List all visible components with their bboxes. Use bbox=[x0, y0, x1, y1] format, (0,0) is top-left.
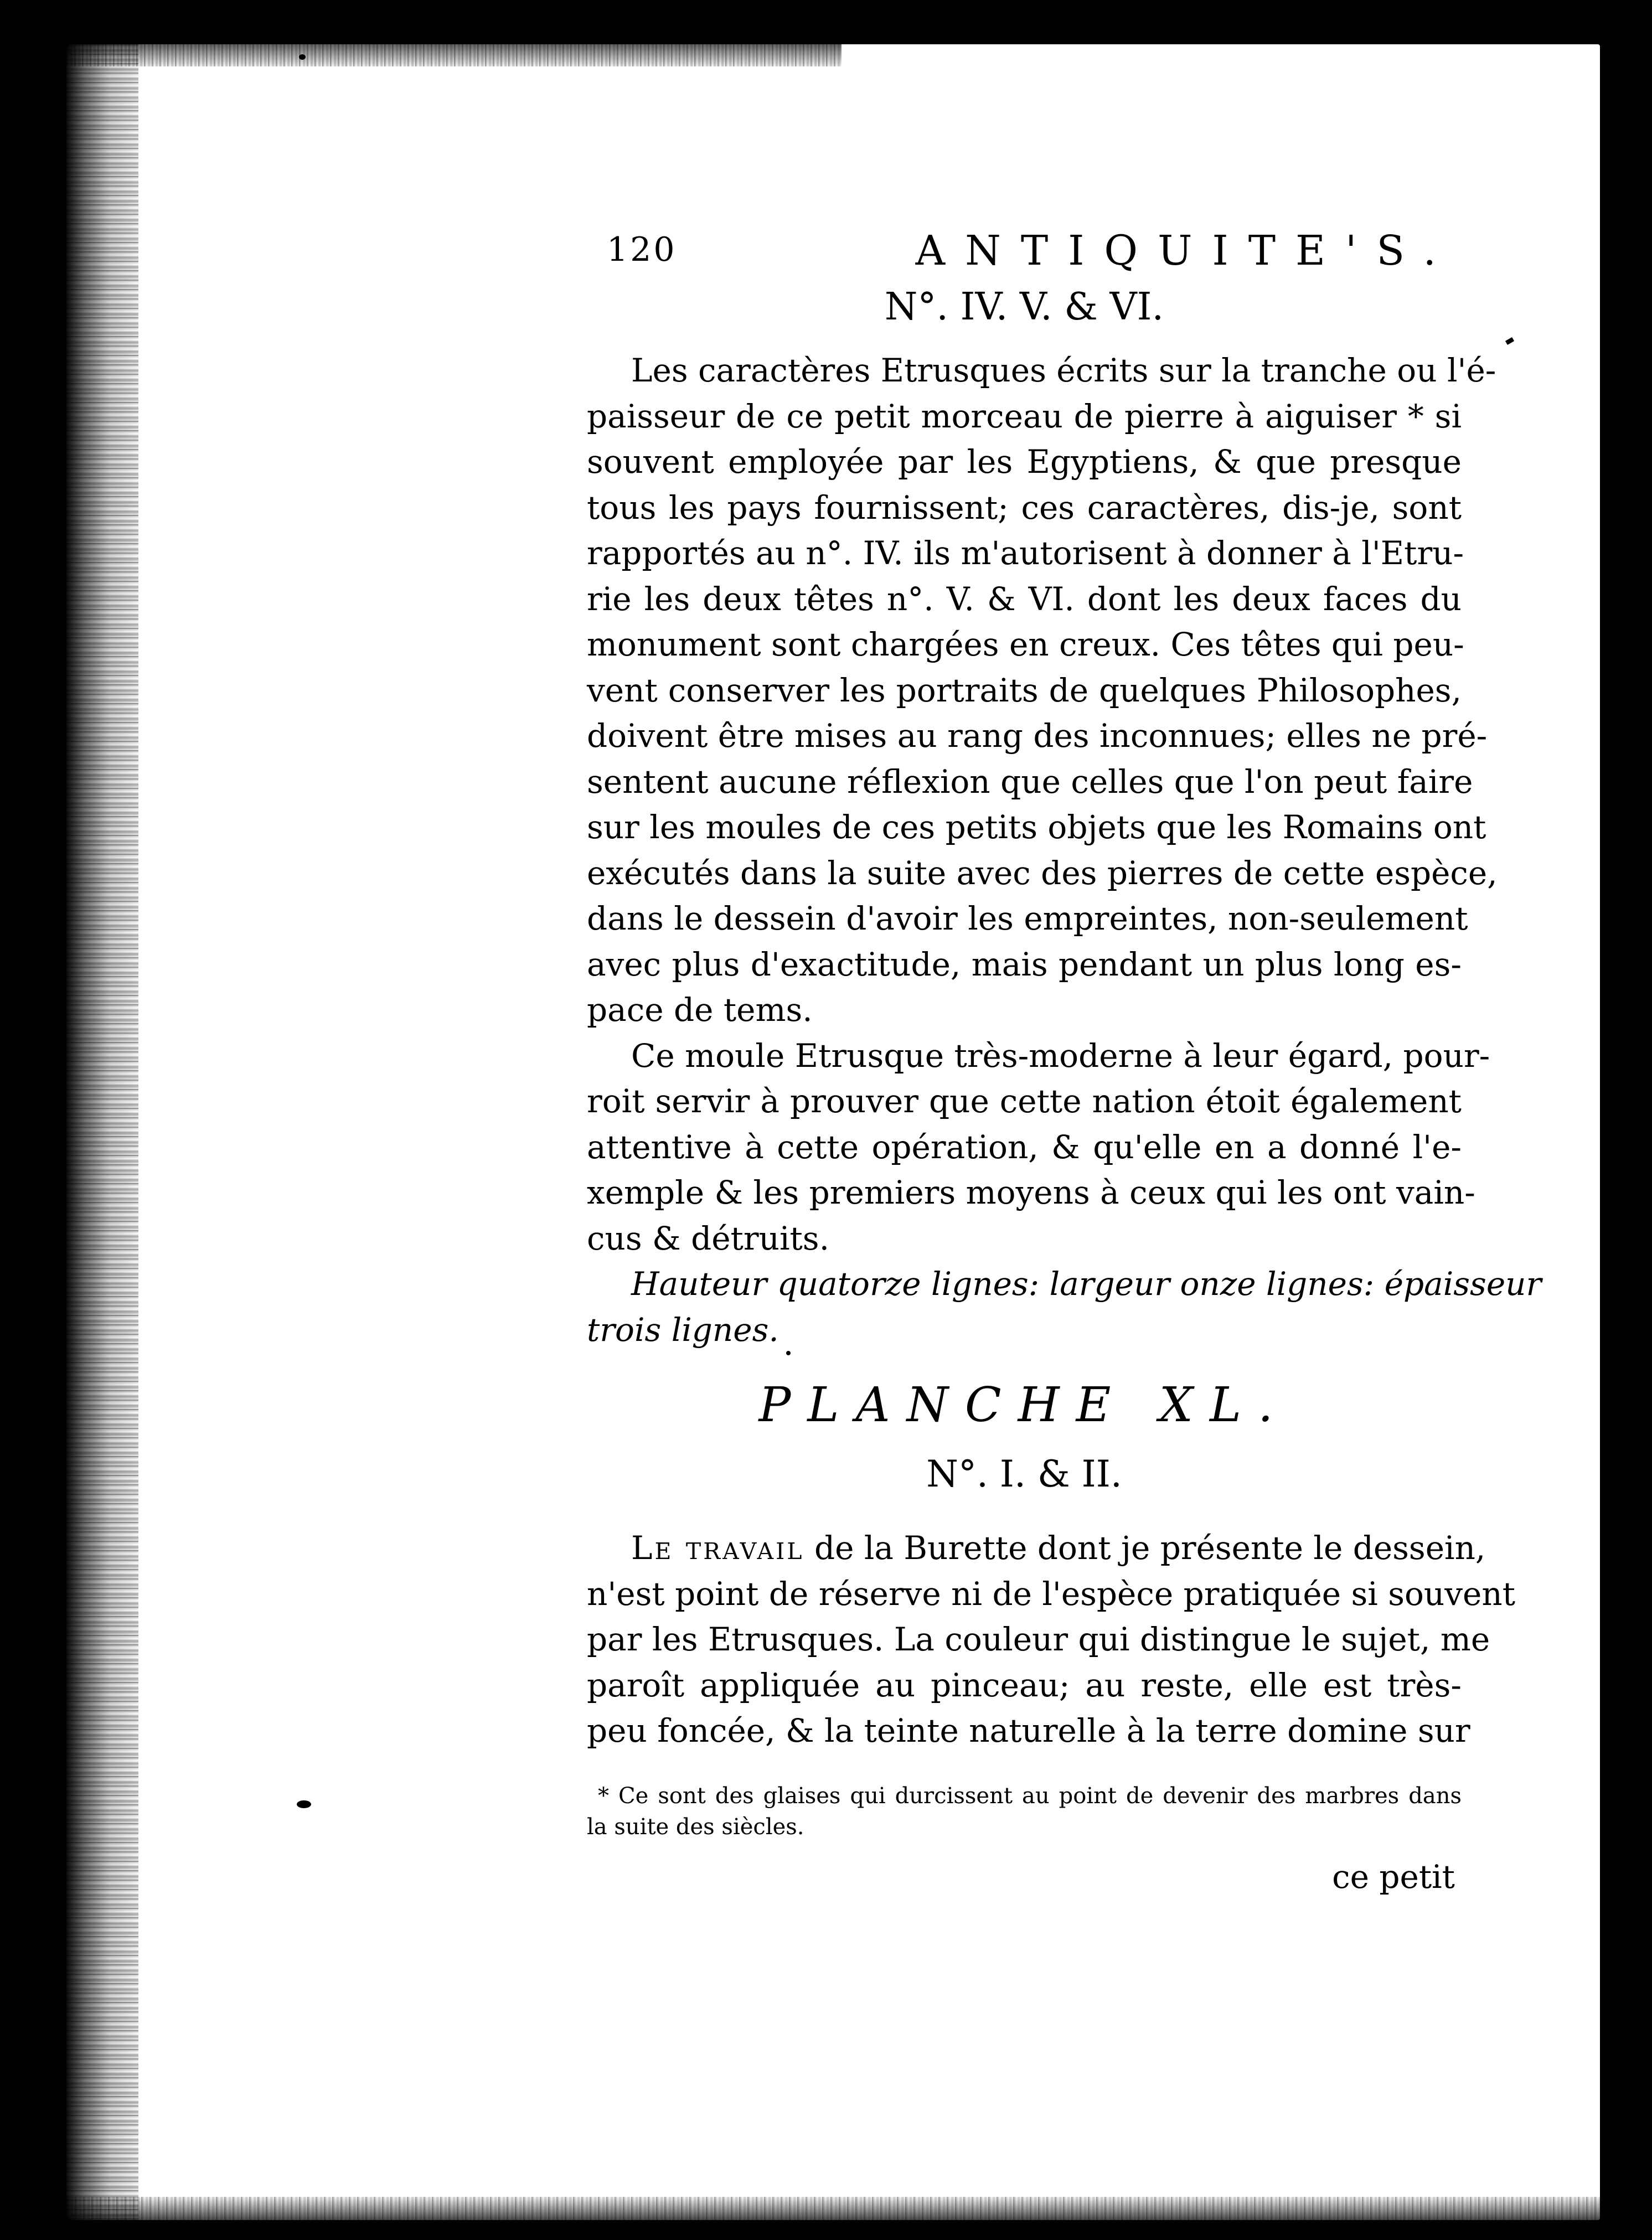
text-line: rapportés au n°. IV. ils m'autorisent à donner à l'Etru- bbox=[587, 534, 1464, 572]
text-line: paroît appliquée au pinceau; au reste, elle est très- bbox=[587, 1666, 1462, 1704]
page-text bbox=[587, 221, 1542, 1896]
text-line: n'est point de réserve ni de l'espèce pratiquée si souvent bbox=[587, 1575, 1516, 1613]
scan-edge-left bbox=[66, 44, 138, 2220]
running-title: ANTIQUITE'S. bbox=[915, 227, 1456, 275]
plate-subheading: N°. I. & II. bbox=[926, 1453, 1122, 1495]
text-line: sentent aucune réflexion que celles que l'on peut faire bbox=[587, 762, 1473, 801]
footnote-line: * Ce sont des glaises qui durcissent au point de devenir des marbres dans bbox=[598, 1783, 1462, 1809]
dimensions-note bbox=[587, 1261, 1542, 1353]
text-line: doivent être mises au rang des inconnues; elles ne pré- bbox=[587, 717, 1488, 755]
paragraph-1 bbox=[587, 348, 1498, 1033]
footnote bbox=[587, 1780, 1462, 1842]
text-line: cus & détruits. bbox=[587, 1219, 830, 1257]
text-line: Hauteur quatorze lignes: largeur onze lignes: épaisseur bbox=[631, 1265, 1542, 1303]
lead-words: Le travail bbox=[631, 1529, 804, 1567]
text-line: souvent employée par les Egyptiens, & que presque bbox=[587, 443, 1462, 481]
scan-edge-top bbox=[66, 44, 842, 66]
catchword: ce petit bbox=[1332, 1857, 1455, 1896]
text-line: roit servir à prouver que cette nation étoit également bbox=[587, 1082, 1462, 1120]
lead-line-rest: de la Burette dont je présente le dessein, bbox=[814, 1529, 1486, 1567]
ink-speck bbox=[297, 1800, 311, 1808]
text-line: trois lignes. bbox=[587, 1310, 779, 1349]
text-line: peu foncée, & la teinte naturelle à la terre domine sur bbox=[587, 1712, 1470, 1749]
text-line: monument sont chargées en creux. Ces têtes qui peu- bbox=[587, 626, 1464, 663]
paragraph-3 bbox=[587, 1525, 1516, 1754]
footnote-line: la suite des siècles. bbox=[587, 1814, 804, 1840]
section-heading: N°. IV. V. & VI. bbox=[884, 285, 1164, 329]
text-line: sur les moules de ces petits objets que les Romains ont bbox=[587, 808, 1486, 846]
text-line: par les Etrusques. La couleur qui distingue le sujet, me bbox=[587, 1620, 1490, 1658]
text-line: Ce moule Etrusque très-moderne à leur égard, pour- bbox=[631, 1036, 1490, 1075]
text-line: rie les deux têtes n°. V. & VI. dont les deux faces du bbox=[587, 580, 1462, 618]
paragraph-2 bbox=[587, 1033, 1490, 1262]
text-line: attentive à cette opération, & qu'elle en a donné l'e- bbox=[587, 1128, 1462, 1166]
text-line: avec plus d'exactitude, mais pendant un plus long es- bbox=[587, 945, 1462, 983]
running-head bbox=[587, 221, 1462, 282]
text-line: xemple & les premiers moyens à ceux qui les ont vain- bbox=[587, 1174, 1475, 1211]
text-line bbox=[587, 1525, 1486, 1571]
text-line: tous les pays fournissent; ces caractères, dis-je, sont bbox=[587, 488, 1462, 527]
plate-title: PLANCHE XL. bbox=[758, 1377, 1290, 1433]
ink-speck bbox=[299, 54, 306, 60]
text-line: vent conserver les portraits de quelques Philosophes, bbox=[587, 671, 1462, 709]
text-line: pace de tems. bbox=[587, 991, 813, 1029]
page-number: 120 bbox=[607, 230, 677, 269]
text-line: dans le dessein d'avoir les empreintes, non-seulement bbox=[587, 900, 1468, 937]
scan-edge-bottom bbox=[66, 2197, 1600, 2220]
text-line: paisseur de ce petit morceau de pierre à aiguiser * si bbox=[587, 397, 1462, 435]
text-line: Les caractères Etrusques écrits sur la tranche ou l'é- bbox=[631, 352, 1496, 389]
text-line: exécutés dans la suite avec des pierres de cette espèce, bbox=[587, 854, 1498, 892]
